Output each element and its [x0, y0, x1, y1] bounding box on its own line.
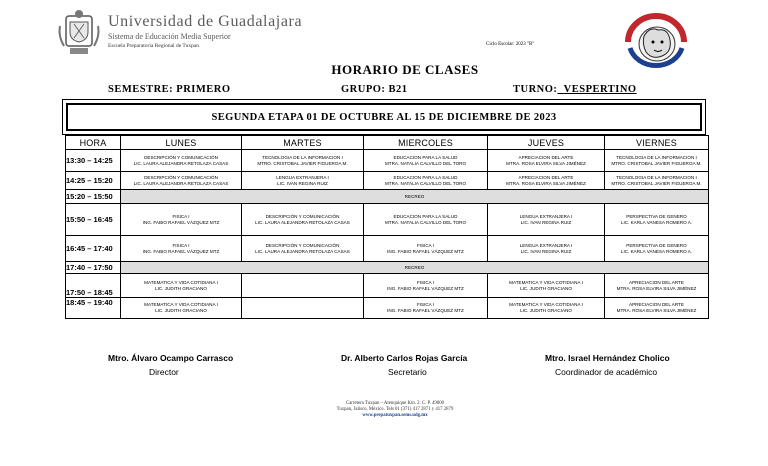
system-name: Sistema de Educación Media Superior [108, 32, 231, 41]
teacher: LIC. JUDITH GRACIANO [520, 308, 572, 313]
class-cell [242, 236, 364, 262]
class-cell [605, 274, 709, 298]
class-cell [121, 172, 242, 190]
website-link[interactable]: www.prepatuxpan.sems.udg.mx [362, 413, 428, 418]
teacher: MTRA. ROSA ELVIRA SILVA JIMÉNEZ [616, 308, 697, 313]
hora-cell: 13:30 – 14:25 [66, 150, 121, 172]
teacher: MTRA. ROSA ELVIRA SILVA JIMÉNEZ [506, 180, 586, 186]
subject: FISICA I [416, 302, 435, 307]
hora-cell: 15:20 – 15:50 [66, 190, 121, 204]
class-cell [605, 298, 709, 319]
class-cell [364, 204, 488, 236]
teacher: LIC. LAURA ALEJANDRA RETOLAZA CASAS [255, 219, 350, 225]
table-row [66, 274, 709, 298]
footer-address [0, 401, 768, 419]
teacher: ING. FABIO RAFAEL VÁZQUEZ MTZ [142, 219, 220, 225]
class-cell [605, 150, 709, 172]
class-cell [488, 204, 605, 236]
secretario-role: Secretario [388, 367, 427, 377]
subject: EDUCACION PARA LA SALUD [393, 154, 458, 160]
turno-label: TURNO: [513, 84, 558, 95]
subject: TECNOLOGIA DE LA INFORMACION I [616, 174, 697, 180]
teacher: ING. FABIO RAFAEL VÁZQUEZ MTZ [387, 308, 464, 313]
class-cell [121, 274, 242, 298]
class-cell [488, 274, 605, 298]
teacher: MTRA. NATALIA CALVILLO DEL TORO [384, 180, 467, 186]
hora-cell: 18:45 – 19:40 [66, 298, 121, 319]
recreo-cell: RECREO [121, 262, 709, 274]
class-cell [364, 274, 488, 298]
teacher: MTRO. CRISTOBAL JAVIER FIGUEROA M. [611, 180, 702, 186]
class-cell-empty [242, 274, 364, 298]
hora-cell: 16:45 – 17:40 [66, 236, 121, 262]
table-row [66, 236, 709, 262]
etapa-banner [62, 99, 706, 135]
col-header-martes: MARTES [242, 136, 364, 150]
document-title: HORARIO DE CLASES [331, 62, 479, 77]
table-row [66, 204, 709, 236]
subject: MATEMATICA Y VIDA COTIDIANA I [144, 279, 218, 285]
class-cell [488, 298, 605, 319]
subject: DESCRIPCIÓN Y COMUNICACIÓN [144, 174, 218, 180]
teacher: LIC. LAURA ALEJANDRA RETOLAZA CASAS [133, 160, 229, 166]
subject: APRECIACION DEL ARTE [518, 174, 574, 180]
class-cell-empty [242, 298, 364, 319]
class-cell [364, 236, 488, 262]
hora-cell: 14:25 – 15:20 [66, 172, 121, 190]
etapa-text: SEGUNDA ETAPA 01 DE OCTUBRE AL 15 DE DICIEMBRE DE 2023 [211, 111, 557, 123]
secretario-name: Dr. Alberto Carlos Rojas García [341, 353, 468, 363]
subject: PERSPECTIVA DE GENERO [626, 213, 687, 219]
class-cell [121, 204, 242, 236]
teacher: LIC. KARLA VANESA ROMERO A. [620, 248, 693, 254]
teacher: LIC. IVAN REGINA RUIZ [277, 180, 328, 186]
class-cell [121, 298, 242, 319]
turno-field [513, 84, 637, 95]
class-cell [364, 150, 488, 172]
turno-value: VESPERTINO [563, 84, 637, 95]
subject: TECNOLOGIA DE LA INFORMACION I [262, 154, 343, 160]
schedule-table [65, 135, 709, 319]
teacher: MTRO. CRISTOBAL JAVIER FIGUEROA M. [257, 160, 348, 166]
subject: APRECIACION DEL ARTE [629, 279, 684, 285]
school-name: Escuela Preparatoria Regional de Tuxpan [108, 43, 200, 49]
class-cell [488, 236, 605, 262]
subject: EDUCACION PARA LA SALUD [393, 174, 458, 180]
class-cell [121, 236, 242, 262]
semestre-label: SEMESTRE: PRIMERO [108, 84, 231, 95]
hora-cell: 17:40 – 17:50 [66, 262, 121, 274]
subject: MATEMATICA Y VIDA COTIDIANA I [509, 279, 583, 285]
teacher: LIC. JUDITH GRACIANO [155, 308, 207, 313]
teacher: LIC. KARLA VANESA ROMERO A. [620, 219, 693, 225]
subject: TECNOLOGIA DE LA INFORMACION I [616, 154, 697, 160]
subject: EDUCACION PARA LA SALUD [393, 213, 458, 219]
teacher: ING. FABIO RAFAEL VÁZQUEZ MTZ [387, 248, 464, 254]
subject: APRECIACION DEL ARTE [629, 302, 684, 307]
hora-cell: 15:50 – 16:45 [66, 204, 121, 236]
teacher: MTRA. NATALIA CALVILLO DEL TORO [384, 160, 467, 166]
subject: FISICA I [172, 242, 190, 248]
address-line-2: Tuxpan, Jalisco, México. Tels 01 (371) 417 2871 y 417 2879 [336, 407, 454, 412]
subject: FISICA I [416, 279, 435, 285]
recreo-cell: RECREO [121, 190, 709, 204]
subject: MATEMATICA Y VIDA COTIDIANA I [509, 302, 583, 307]
teacher: MTRA. NATALIA CALVILLO DEL TORO [384, 219, 467, 225]
table-row [66, 172, 709, 190]
col-header-viernes: VIERNES [605, 136, 709, 150]
coordinador-role: Coordinador de académico [555, 367, 658, 377]
subject: FISICA I [416, 242, 435, 248]
university-name: Universidad de Guadalajara [108, 13, 303, 30]
coordinador-name: Mtro. Israel Hernández Cholico [545, 353, 670, 363]
class-cell [488, 150, 605, 172]
subject: FISICA I [172, 213, 190, 219]
subject: LENGUA EXTRANJERA I [519, 242, 573, 248]
table-header-row [66, 136, 709, 150]
udg-shield-icon [56, 8, 102, 58]
teacher: MTRA. ROSA ELVIRA SILVA JIMÉNEZ [616, 285, 697, 291]
teacher: LIC. LAURA ALEJANDRA RETOLAZA CASAS [255, 248, 350, 254]
address-line-1: Carretera Tuxpan – Atenquique Km. 2. C. P. 49800 [345, 401, 445, 406]
director-name: Mtro. Álvaro Ocampo Carrasco [108, 353, 234, 363]
subject: DESCRIPCIÓN Y COMUNICACIÓN [144, 154, 218, 160]
subject: LENGUA EXTRANJERA I [276, 174, 329, 180]
director-role: Director [149, 367, 179, 377]
class-cell [605, 172, 709, 190]
teacher: MTRA. ROSA ELVIRA SILVA JIMÉNEZ [506, 160, 586, 166]
teacher: LIC. IVAN REGINA RUIZ [520, 248, 572, 254]
class-cell [121, 150, 242, 172]
grupo-label: GRUPO: B21 [341, 84, 408, 95]
col-header-hora: HORA [66, 136, 121, 150]
class-cell [364, 298, 488, 319]
class-cell [364, 172, 488, 190]
subject: MATEMATICA Y VIDA COTIDIANA I [144, 302, 218, 307]
hora-cell: 17:50 – 18:45 [66, 274, 121, 298]
class-cell [242, 150, 364, 172]
teacher: LIC. LAURA ALEJANDRA RETOLAZA CASAS [133, 180, 229, 186]
subject: PERSPECTIVA DE GENERO [626, 242, 687, 248]
col-header-jueves: JUEVES [488, 136, 605, 150]
class-cell [488, 172, 605, 190]
teacher: LIC. JUDITH GRACIANO [520, 285, 572, 291]
col-header-miercoles: MIERCOLES [364, 136, 488, 150]
table-row [66, 150, 709, 172]
subject: DESCRIPCIÓN Y COMUNICACIÓN [265, 242, 340, 248]
class-cell [242, 172, 364, 190]
class-cell [242, 204, 364, 236]
recreo-row [66, 262, 709, 274]
col-header-lunes: LUNES [121, 136, 242, 150]
table-row [66, 298, 709, 319]
class-cell [605, 204, 709, 236]
subject: DESCRIPCIÓN Y COMUNICACIÓN [265, 213, 340, 219]
class-cell [605, 236, 709, 262]
teacher: MTRO. CRISTOBAL JAVIER FIGUEROA M. [611, 160, 702, 166]
teacher: ING. FABIO RAFAEL VÁZQUEZ MTZ [387, 285, 464, 291]
recreo-row [66, 190, 709, 204]
subject: APRECIACION DEL ARTE [518, 154, 574, 160]
teacher: ING. FABIO RAFAEL VÁZQUEZ MTZ [142, 248, 220, 254]
teacher: LIC. JUDITH GRACIANO [155, 285, 207, 291]
subject: LENGUA EXTRANJERA I [519, 213, 573, 219]
teacher: LIC. IVAN REGINA RUIZ [520, 219, 572, 225]
ciclo-escolar: Ciclo Escolar: 2023 "B" [486, 42, 535, 47]
